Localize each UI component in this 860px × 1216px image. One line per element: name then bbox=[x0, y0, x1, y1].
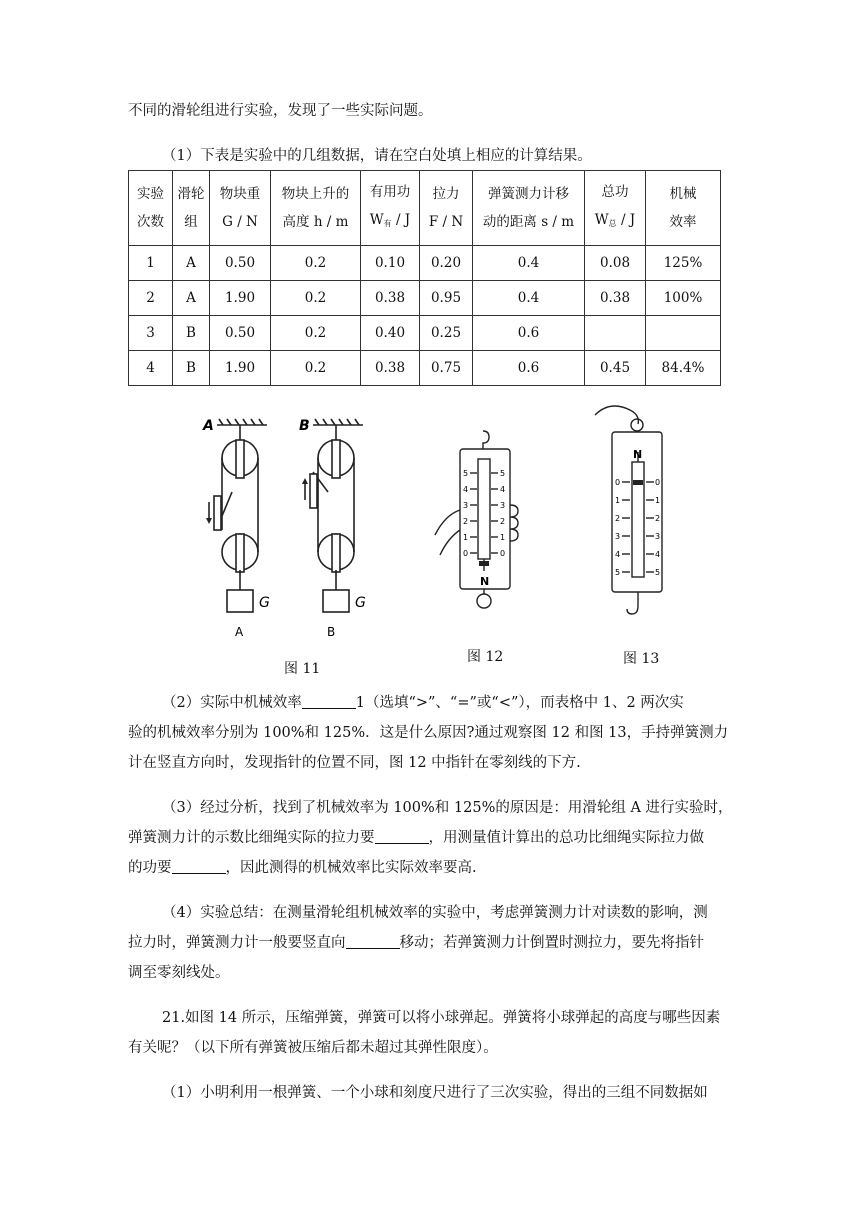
figure-11-caption: 图 11 bbox=[284, 661, 321, 677]
svg-text:2: 2 bbox=[500, 517, 506, 526]
header-height: 物块上升的 高度 h / m bbox=[271, 171, 361, 246]
svg-text:4: 4 bbox=[463, 485, 469, 494]
svg-text:5: 5 bbox=[463, 469, 469, 478]
weight-label-a: G bbox=[259, 595, 270, 611]
question-2-line-2: 验的机械效率分别为 100%和 125%．这是什么原因?通过观察图 12 和图 13，手持弹簧测力 bbox=[128, 725, 729, 741]
answer-blank[interactable] bbox=[375, 829, 429, 844]
svg-text:2: 2 bbox=[655, 514, 661, 523]
question-21-line-3: （1）小明利用一根弹簧、一个小球和刻度尺进行了三次实验，得出的三组不同数据如 bbox=[162, 1085, 708, 1101]
newton-label-12: N bbox=[480, 575, 490, 588]
table-row: 2 A 1.90 0.2 0.38 0.95 0.4 0.38 100% bbox=[129, 281, 721, 316]
svg-text:0: 0 bbox=[655, 478, 661, 487]
svg-text:4: 4 bbox=[615, 550, 621, 559]
pulley-b-label: B bbox=[327, 625, 336, 639]
svg-text:0: 0 bbox=[615, 478, 621, 487]
header-distance: 弹簧测力计移 动的距离 s / m bbox=[473, 171, 585, 246]
question-3-line-3: 的功要 ，因此测得的机械效率比实际效率要高. bbox=[128, 860, 477, 876]
question-3-line-1: （3）经过分析，找到了机械效率为 100%和 125%的原因是：用滑轮组 A 进行实验时， bbox=[162, 800, 733, 816]
figure-12-spring-scale bbox=[425, 425, 525, 620]
intro-line: 不同的滑轮组进行实验，发现了一些实际问题。 bbox=[128, 103, 433, 119]
figure-13-spring-scale bbox=[590, 400, 690, 625]
pulley-b-letter: B bbox=[299, 418, 310, 434]
svg-text:1: 1 bbox=[500, 533, 506, 542]
svg-text:1: 1 bbox=[655, 496, 661, 505]
newton-label-13: N bbox=[633, 448, 643, 461]
svg-text:3: 3 bbox=[500, 501, 506, 510]
svg-text:3: 3 bbox=[615, 532, 621, 541]
question-4-line-2: 拉力时，弹簧测力计一般要竖直向 移动；若弹簧测力计倒置时测拉力，要先将指针 bbox=[128, 935, 704, 951]
figure-13-caption: 图 13 bbox=[623, 651, 660, 667]
header-weight: 物块重 G / N bbox=[210, 171, 271, 246]
table-row: 4 B 1.90 0.2 0.38 0.75 0.6 0.45 84.4% bbox=[129, 351, 721, 386]
svg-text:3: 3 bbox=[655, 532, 661, 541]
header-force: 拉力 F / N bbox=[420, 171, 473, 246]
answer-blank[interactable] bbox=[302, 694, 356, 709]
question-2-line-1: （2）实际中机械效率 1（选填“>”、“=”或“<”），而表格中 1、2 两次实 bbox=[162, 695, 684, 711]
svg-text:1: 1 bbox=[463, 533, 469, 542]
question-2-line-3: 计在竖直方向时，发现指针的位置不同，图 12 中指针在零刻线的下方. bbox=[128, 755, 581, 771]
question-1: （1）下表是实验中的几组数据，请在空白处填上相应的计算结果。 bbox=[162, 148, 592, 164]
svg-text:4: 4 bbox=[500, 485, 506, 494]
pulley-a-label: A bbox=[235, 625, 244, 639]
header-total-work: 总功 $W_总$ / J bbox=[585, 171, 646, 246]
question-21-line-2: 有关呢？（以下所有弹簧被压缩后都未超过其弹性限度）。 bbox=[128, 1040, 498, 1056]
data-table bbox=[128, 170, 721, 386]
svg-text:5: 5 bbox=[615, 568, 621, 577]
svg-text:1: 1 bbox=[615, 496, 621, 505]
table-row: 1 A 0.50 0.2 0.10 0.20 0.4 0.08 125% bbox=[129, 246, 721, 281]
table-row: 3 B 0.50 0.2 0.40 0.25 0.6 bbox=[129, 316, 721, 351]
header-trial: 实验 次数 bbox=[129, 171, 173, 246]
blank-cell[interactable] bbox=[585, 316, 646, 351]
figure-11-pulleys bbox=[195, 410, 395, 650]
table-header-row bbox=[129, 171, 721, 246]
svg-text:3: 3 bbox=[463, 501, 469, 510]
answer-blank[interactable] bbox=[172, 859, 226, 874]
header-pulley: 滑轮 组 bbox=[173, 171, 210, 246]
svg-text:5: 5 bbox=[500, 469, 506, 478]
svg-text:2: 2 bbox=[615, 514, 621, 523]
header-useful-work: 有用功 $W_有$ / J bbox=[361, 171, 420, 246]
svg-text:5: 5 bbox=[655, 568, 661, 577]
question-3-line-2: 弹簧测力计的示数比细绳实际的拉力要 ，用测量值计算出的总功比细绳实际拉力做 bbox=[128, 830, 704, 846]
question-4-line-3: 调至零刻线处。 bbox=[128, 965, 230, 981]
question-4-line-1: （4）实验总结：在测量滑轮组机械效率的实验中，考虑弹簧测力计对读数的影响，测 bbox=[162, 905, 708, 921]
svg-text:2: 2 bbox=[463, 517, 469, 526]
pulley-a-letter: A bbox=[203, 418, 214, 434]
svg-text:0: 0 bbox=[500, 549, 506, 558]
question-21-line-1: 21.如图 14 所示，压缩弹簧，弹簧可以将小球弹起。弹簧将小球弹起的高度与哪些因素 bbox=[162, 1010, 721, 1026]
figure-12-caption: 图 12 bbox=[467, 649, 504, 665]
header-efficiency: 机械 效率 bbox=[646, 171, 721, 246]
answer-blank[interactable] bbox=[346, 934, 400, 949]
svg-text:0: 0 bbox=[463, 549, 469, 558]
blank-cell[interactable] bbox=[646, 316, 721, 351]
weight-label-b: G bbox=[355, 595, 366, 611]
svg-text:4: 4 bbox=[655, 550, 661, 559]
